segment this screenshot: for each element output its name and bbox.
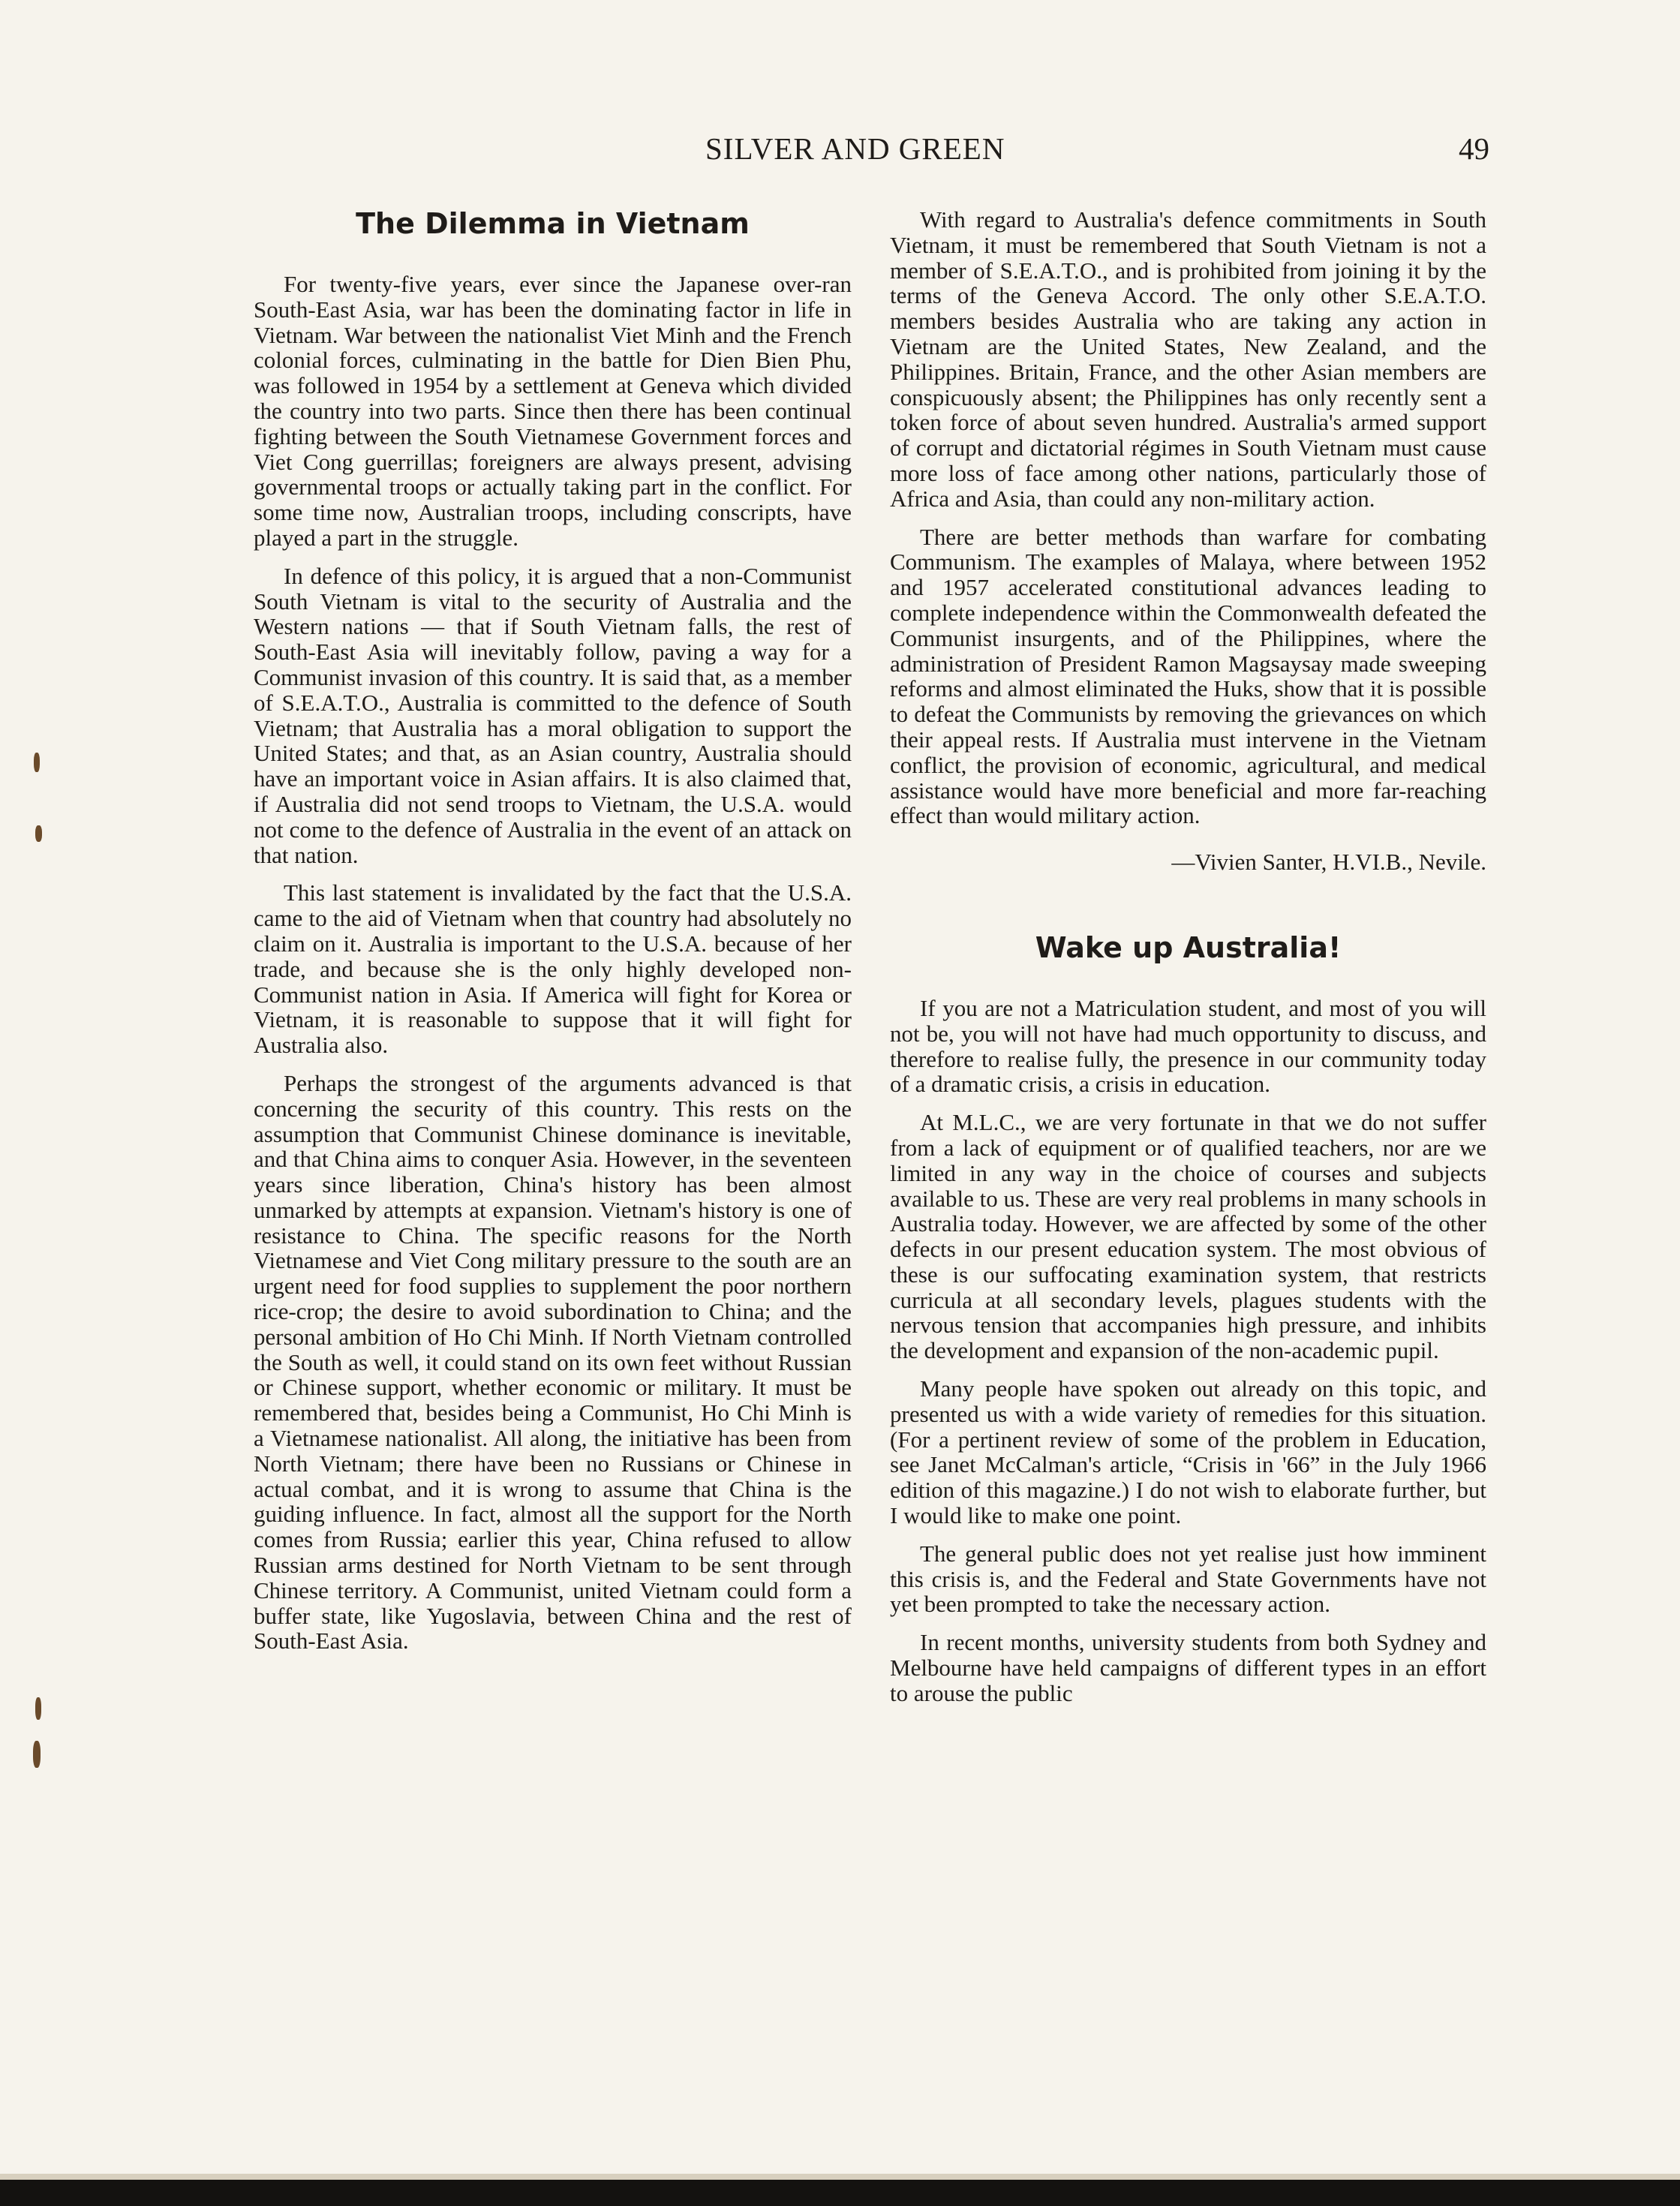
- article-title-vietnam: The Dilemma in Vietnam: [356, 207, 750, 240]
- paragraph: Perhaps the strongest of the arguments advanced is that concerning the security of this country. This rests on the assumption that Communist Chinese dominance is inevitable, and that China aims to conquer Asia. However, in the seventeen years since liberation, China's history has been almost unmarked by attempts at expansion. Vietnam's history is one of resistance to China. The specific reasons for the North Vietnamese and Viet Cong military pressure to the south are an urgent need for food supplies to supplement the poor northern rice-crop; the desire to avoid subordination to China; and the personal ambition of Ho Chi Minh. If North Vietnam controlled the South as well, it could stand on its own feet without Russian or Chinese support, whether economic or military. It must be remembered that, besides being a Communist, Ho Chi Minh is a Vietnamese nationalist. All along, the initiative has been from North Vietnam; there have been no Russians or Chinese in actual combat, and it is wrong to assume that China is the guiding influence. In fact, almost all the support for the North comes from Russia; earlier this year, China refused to allow Russian arms destined for North Vietnam to be sent through Chinese territory. A Communist, united Vietnam could form a buffer state, like Yugoslavia, between China and the rest of South-East Asia.: [254, 1069, 852, 1654]
- paragraph: In recent months, university students from both Sydney and Melbourne have held campaigns of different types in an effort to arouse the public: [890, 1629, 1486, 1706]
- paragraph: If you are not a Matriculation student, and most of you will not be, you will not have had much opportunity to discuss, and therefore to realise fully, the presence in our community today of a dramatic crisis, a crisis in education.: [890, 994, 1486, 1098]
- paragraph: At M.L.C., we are very fortunate in that we do not suffer from a lack of equipment or of qualified teachers, nor are we limited in any way in the choice of courses and subjects available to us. These are very real problems in many schools in Australia today. However, we are affected by some of the other defects in our present education system. The most obvious of these is our suffocating examination system, that restricts curricula at all secondary levels, plagues students with the nervous tension that accompanies high pressure, and inhibits the development and expansion of the non-academic pupil.: [890, 1109, 1486, 1364]
- paragraph: The general public does not yet realise just how imminent this crisis is, and the Federal and State Governments have not yet been prompted to take the necessary action.: [890, 1540, 1486, 1618]
- paragraph: This last statement is invalidated by the fact that the U.S.A. came to the aid of Vietnam when that country had absolutely no claim on it. Australia is important to the U.S.A. because of her trade, and because she is the only highly developed non-Communist nation in Asia. If America will fight for Korea or Vietnam, it is reasonable to suppose that it will fight for Australia also.: [254, 879, 852, 1059]
- running-header: SILVER AND GREEN: [705, 131, 1005, 166]
- paragraph: For twenty-five years, ever since the Japanese over-ran South-East Asia, war has been the dominating factor in life in Vietnam. War between the nationalist Viet Minh and the French colonial forces, culminating in the battle for Dien Bien Phu, was followed in 1954 by a settlement at Geneva which divided the country into two parts. Since then there has been continual fighting between the South Vietnamese Government forces and Viet Cong guerrillas; foreigners are always present, advising governmental troops or actually taking part in the conflict. For some time now, Australian troops, including conscripts, have played a part in the struggle.: [254, 271, 852, 551]
- margin-ink-mark: [35, 1697, 41, 1720]
- right-column: [890, 207, 1486, 1719]
- paragraph: Many people have spoken out already on this topic, and presented us with a wide variety of remedies for this situation. (For a pertinent review of some of the problem in Education, see Janet McCalman's article, “Crisis in '66” in the July 1966 edition of this magazine.) I do not wish to elaborate further, but I would like to make one point.: [890, 1375, 1486, 1529]
- margin-ink-mark: [33, 1741, 41, 1768]
- left-column: [254, 207, 852, 1667]
- paragraph: In defence of this policy, it is argued that a non-Communist South Vietnam is vital to the security of Australia and the Western nations — that if South Vietnam falls, the rest of South-East Asia will inevitably follow, paving a way for a Communist invasion of this country. It is said that, as a member of S.E.A.T.O., Australia is committed to the defence of South Vietnam; that Australia has a moral obligation to support the United States; and that, as an Asian country, Australia should have an important voice in Asian affairs. It is also claimed that, if Australia did not send troops to Vietnam, the U.S.A. would not come to the defence of Australia in the event of an attack on that nation.: [254, 562, 852, 868]
- paragraph: There are better methods than warfare for combating Communism. The examples of Malaya, where between 1952 and 1957 accelerated constitutional advances leading to complete independence within the Commonwealth defeated the Communist insurgents, and of the Philippines, where the administration of President Ramon Magsaysay made sweeping reforms and almost eliminated the Huks, show that it is possible to defeat the Communists by removing the grievances on which their appeal rests. If Australia must intervene in the Vietnam conflict, the provision of economic, agricultural, and medical assistance would have more beneficial and more far-reaching effect than would military action.: [890, 523, 1486, 829]
- scan-bottom-edge: [0, 2180, 1680, 2206]
- page-number: 49: [1459, 131, 1489, 166]
- paragraph: With regard to Australia's defence commitments in South Vietnam, it must be remembered that South Vietnam is not a member of S.E.A.T.O., and is prohibited from joining it by the terms of the Geneva Accord. The only other S.E.A.T.O. members besides Australia who are taking any action in Vietnam are the United States, New Zealand, and the Philippines. Britain, France, and the other Asian members are conspicuously absent; the Philippines has only recently sent a token force of about seven hundred. Australia's armed support of corrupt and dictatorial régimes in South Vietnam must cause more loss of face among other nations, particularly those of Africa and Asia, than could any non-military action.: [890, 206, 1486, 512]
- author-signature: —Vivien Santer, H.VI.B., Nevile.: [1171, 849, 1486, 876]
- margin-ink-mark: [35, 825, 42, 842]
- margin-ink-mark: [34, 753, 40, 772]
- article-title-wake-up-australia: Wake up Australia!: [1035, 930, 1342, 964]
